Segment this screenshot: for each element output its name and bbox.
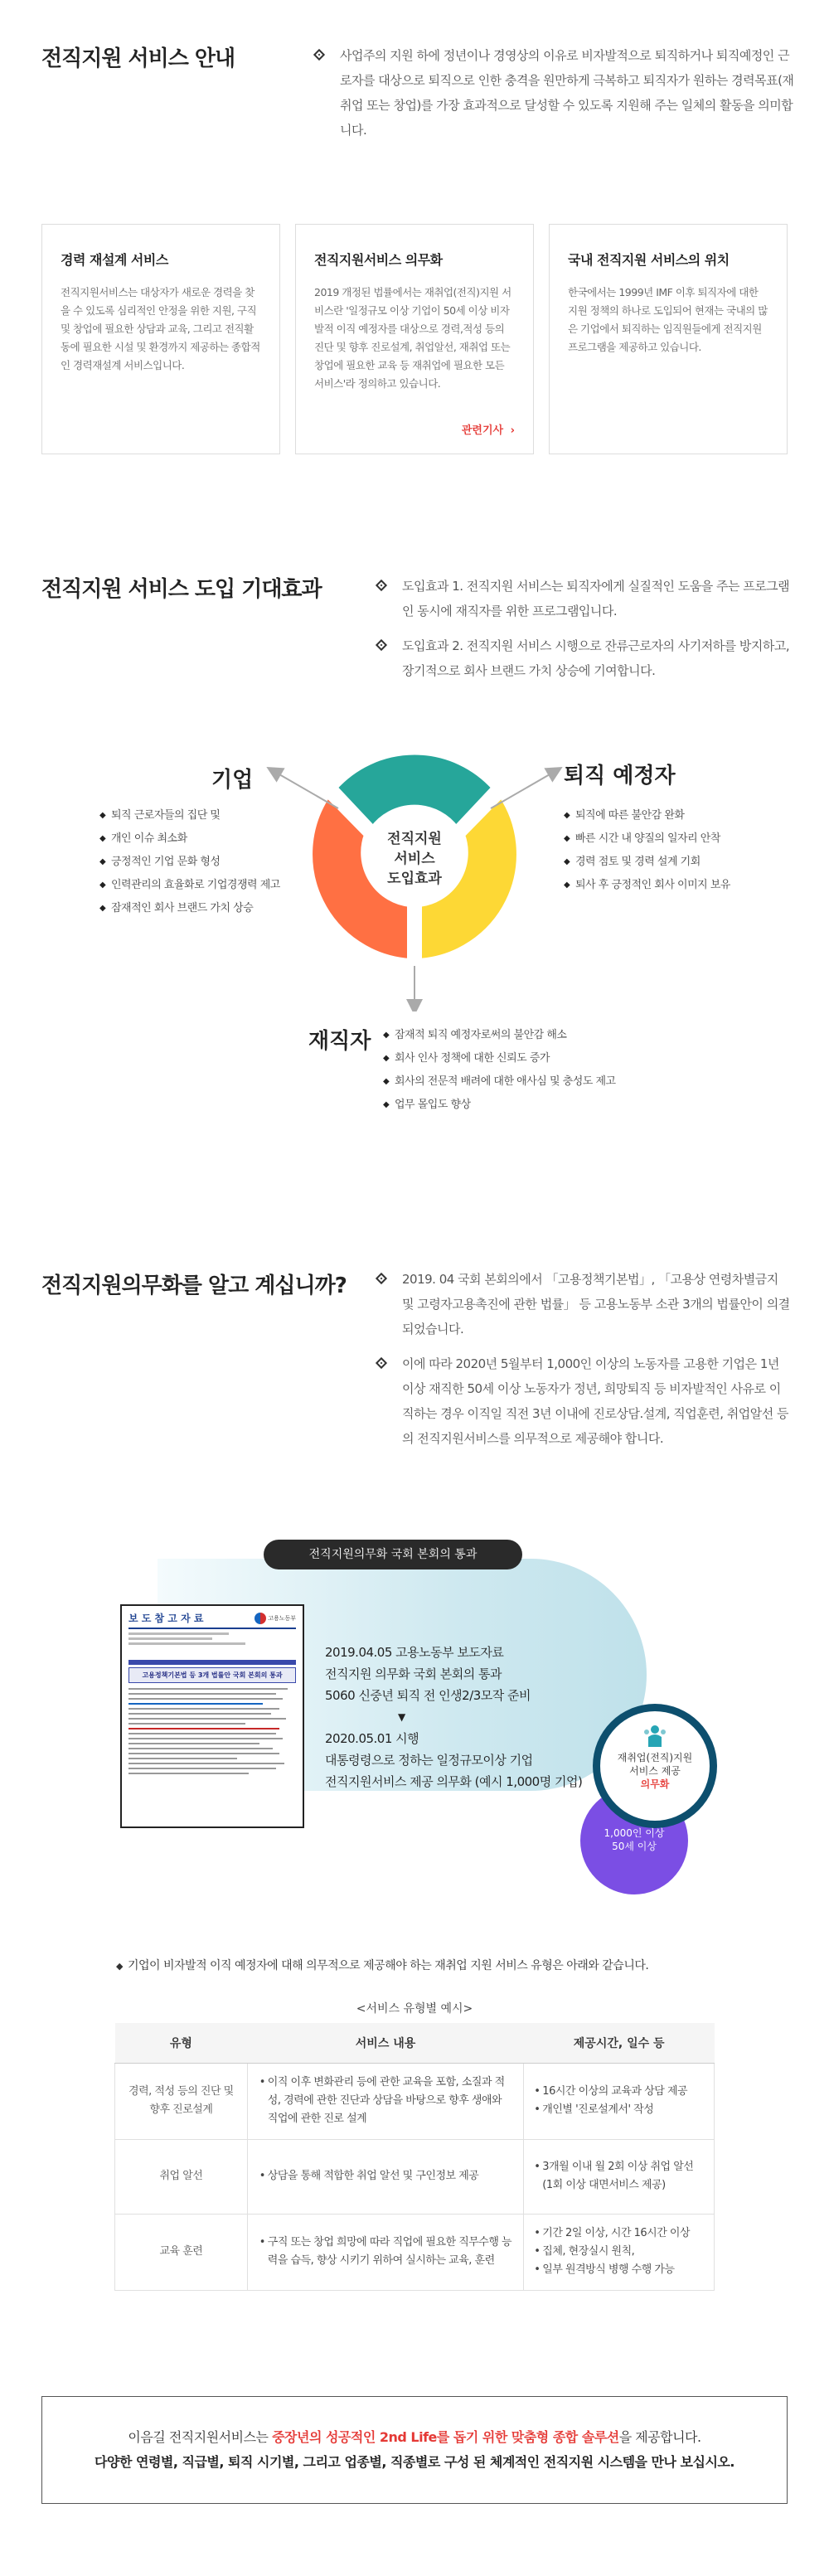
footer-summary-box	[41, 2396, 788, 2504]
table-header: 서비스 내용	[247, 2023, 524, 2063]
circle-1000-employees: 1,000인 이상 50세 이상	[580, 1787, 688, 1894]
diamond-icon: ◆	[116, 1961, 123, 1972]
footer-line-2: 다양한 연령별, 직급별, 퇴직 시기별, 그리고 업종별, 직종별로 구성 된 체계적인 전직지원 시스템을 만나 보십시오.	[95, 2454, 734, 2470]
effect-point: 도입효과 1. 전직지원 서비스는 퇴직자에게 실질적인 도움을 주는 프로그램인 동시에 재직자를 위한 프로그램입니다.	[377, 574, 792, 623]
card-body: 한국에서는 1999년 IMF 이후 퇴직자에 대한 지원 정책의 하나로 도입되어 현재는 국내의 많은 기업에서 퇴직하는 임직원들에게 전직지원 프로그램을 제공하고 있습니다.	[568, 286, 768, 353]
benefit-title-employee: 재직자	[308, 1029, 371, 1054]
diamond-icon	[313, 49, 325, 61]
list-item: ◆ 개인 이슈 최소화	[99, 827, 280, 851]
donut-center-label: 전직지원 서비스 도입효과	[387, 831, 442, 887]
effect-point: 도입효과 2. 전직지원 서비스 시행으로 잔류근로자의 사기저하를 방지하고, 장기적으로 회사 브랜드 가치 상승에 기여합니다.	[377, 633, 792, 683]
benefit-list-retiree	[564, 804, 730, 897]
card-domestic-position	[549, 224, 788, 454]
press-release-header: 보 도 참 고 자 료	[128, 1613, 204, 1624]
benefit-title-retiree: 퇴직 예정자	[564, 764, 676, 788]
card-title: 전직지원서비스 의무화	[314, 252, 443, 268]
circle-mandatory-service: 재취업(전직)지원 서비스 제공 의무화	[593, 1704, 717, 1828]
table-cell-time: • 16시간 이상의 교육과 상담 제공 • 개인별 '진로설계서' 작성	[524, 2063, 715, 2139]
donut-segment-retiree-top	[334, 752, 495, 829]
table-header-row	[115, 2023, 715, 2063]
benefit-list-company	[99, 804, 280, 920]
card-career-redesign	[41, 224, 280, 454]
card-title: 국내 전직지원 서비스의 위치	[568, 252, 730, 268]
card-title: 경력 재설계 서비스	[61, 252, 168, 268]
table-row	[115, 2139, 715, 2214]
mandatory-point: 이에 따라 2020년 5월부터 1,000인 이상의 노동자를 고용한 기업은 1년 이상 재직한 50세 이상 노동자가 정년, 희망퇴직 등 비자발적인 사유로 이직하는 경우 이직일 직전 3년 이내에 진로상담.설계, 직업훈련, 취업알선 등의 전직지원서비스를 의무적으로 제공해야 합니다.	[377, 1351, 792, 1451]
service-intro: ◆ 기업이 비자발적 이직 예정자에 대해 의무적으로 제공해야 하는 재취업 지원 서비스 유형은 아래와 같습니다.	[116, 1959, 649, 1972]
arrow-down-icon: ▼	[398, 1711, 405, 1723]
timeline-text: 2019.04.05 고용노동부 보도자료 전직지원 의무화 국회 본회의 통과 5060 신중년 퇴직 전 인생2/3모작 준비 ▼ 2020.05.01 시행 대통령령으로 정하는 일정규모이상 기업 전직지원서비스 제공 의무화 (예시 1,000명 기업)	[325, 1645, 583, 1789]
list-item: ◆ 잠재적인 회사 브랜드 가치 상승	[99, 897, 280, 920]
benefit-list-employee	[383, 1024, 616, 1117]
arrow-to-retiree	[491, 771, 555, 808]
list-item: ◆ 빠른 시간 내 양질의 일자리 안착	[564, 827, 730, 851]
table-cell-content: • 상담을 통해 적합한 취업 알선 및 구인정보 제공	[247, 2139, 524, 2214]
effects-points	[377, 574, 792, 683]
mandatory-point: 2019. 04 국회 본회의에서 「고용정책기본법」, 「고용상 연령차별금지 및 고령자고용촉진에 관한 법률」 등 고용노동부 소관 3개의 법률안이 의결되었습니다.	[377, 1267, 792, 1341]
list-item: ◆ 회사 인사 정책에 대한 신뢰도 증가	[383, 1047, 616, 1070]
list-item: ◆ 긍정적인 기업 문화 형성	[99, 851, 280, 874]
related-article-link[interactable]: 관련기사 ›	[461, 424, 515, 437]
table-caption: <서비스 유형별 예시>	[356, 2002, 473, 2016]
footer-line-1: 이음길 전직지원서비스는 중장년의 성공적인 2nd Life를 돕기 위한 맞춤형 종합 솔루션을 제공합니다.	[128, 2429, 701, 2445]
list-item: ◆ 퇴직 근로자들의 집단 및	[99, 804, 280, 827]
list-item: ◆ 인력관리의 효율화로 기업경쟁력 제고	[99, 874, 280, 897]
section-title-effects: 전직지원 서비스 도입 기대효과	[41, 577, 322, 602]
list-item: ◆ 퇴직에 따른 불안감 완화	[564, 804, 730, 827]
card-mandatory	[295, 224, 534, 454]
table-header: 제공시간, 일수 등	[524, 2023, 715, 2063]
table-cell-time: • 3개월 이내 월 2회 이상 취업 알선 (1회 이상 대면서비스 제공)	[524, 2139, 715, 2214]
table-cell-type: 취업 알선	[115, 2139, 248, 2214]
diamond-icon	[376, 639, 387, 651]
table-cell-time: • 기간 2일 이상, 시간 16시간 이상 • 집체, 현장실시 원칙, • 일부 원격방식 병행 수행 가능	[524, 2214, 715, 2290]
government-emblem-icon	[255, 1613, 266, 1624]
list-item: ◆ 회사의 전문적 배려에 대한 애사심 및 충성도 제고	[383, 1070, 616, 1094]
table-header: 유형	[115, 2023, 248, 2063]
people-icon	[642, 1725, 667, 1748]
benefit-title-company: 기업	[211, 768, 254, 793]
table-row	[115, 2063, 715, 2139]
chevron-right-icon: ›	[510, 424, 515, 437]
intro-description: 사업주의 지원 하에 정년이나 경영상의 이유로 비자발적으로 퇴직하거나 퇴직예정인 근로자를 대상으로 퇴직으로 인한 충격을 원만하게 극복하고 퇴직자가 원하는 경력목표(재취업 또는 창업)를 가장 효과적으로 달성할 수 있도록 지원해 주는 일체의 활동을 의미합니다.	[315, 43, 796, 143]
diamond-icon	[376, 1273, 387, 1284]
table-cell-content: • 구직 또는 창업 희망에 따라 직업에 필요한 직무수행 능력을 습득, 향상 시키기 위하여 실시하는 교육, 훈련	[247, 2214, 524, 2290]
table-row	[115, 2214, 715, 2290]
press-release-image: 보 도 참 고 자 료 고용노동부 고용정책기본법 등 3개 법률안 국회 본회의 통과	[120, 1604, 304, 1828]
diamond-icon	[376, 1357, 387, 1369]
card-body: 전직지원서비스는 대상자가 새로운 경력을 찾을 수 있도록 심리적인 안정을 위한 지원, 구직 및 창업에 필요한 상담과 교육, 그리고 전직활동에 필요한 시설 및 환경까지 제공하는 종합적인 경력재설계 서비스입니다.	[61, 286, 260, 371]
diamond-icon	[376, 580, 387, 591]
infographic-badge: 전직지원의무화 국회 본회의 통과	[264, 1540, 522, 1569]
section-title-mandatory: 전직지원의무화를 알고 계십니까?	[41, 1273, 347, 1298]
table-cell-type: 교육 훈련	[115, 2214, 248, 2290]
footer-highlight: 중장년의 성공적인 2nd Life를 돕기 위한 맞춤형 종합 솔루션	[272, 2429, 619, 2445]
list-item: ◆ 잠재적 퇴직 예정자로써의 불안감 해소	[383, 1024, 616, 1047]
arrow-to-company	[274, 771, 338, 808]
list-item: ◆ 경력 점토 및 경력 설계 기회	[564, 851, 730, 874]
list-item: ◆ 퇴사 후 긍정적인 회사 이미지 보유	[564, 874, 730, 897]
table-cell-type: 경력, 적성 등의 진단 및 향후 진로설계	[115, 2063, 248, 2139]
section-title-intro: 전직지원 서비스 안내	[41, 46, 235, 71]
mandatory-points	[377, 1267, 792, 1451]
table-cell-content: • 이직 이후 변화관리 등에 관한 교육을 포함, 소질과 적성, 경력에 관한 진단과 상담을 바탕으로 향후 생애와 직업에 관한 진로 설계	[247, 2063, 524, 2139]
list-item: ◆ 업무 몰입도 향상	[383, 1094, 616, 1117]
card-body: 2019 개정된 법률에서는 재취업(전직)지원 서비스란 '일정규모 이상 기업이 50세 이상 비자발적 이직 예정자를 대상으로 경력,적성 등의 진단 및 향후 진로설계, 취업알선, 재취업 또는 창업에 필요한 교육 등 재취업에 필요한 모든 서비스'라 정의하고 있습니다.	[314, 286, 511, 390]
service-type-table	[114, 2023, 715, 2291]
press-release-headline: 고용정책기본법 등 3개 법률안 국회 본회의 통과	[128, 1667, 296, 1683]
